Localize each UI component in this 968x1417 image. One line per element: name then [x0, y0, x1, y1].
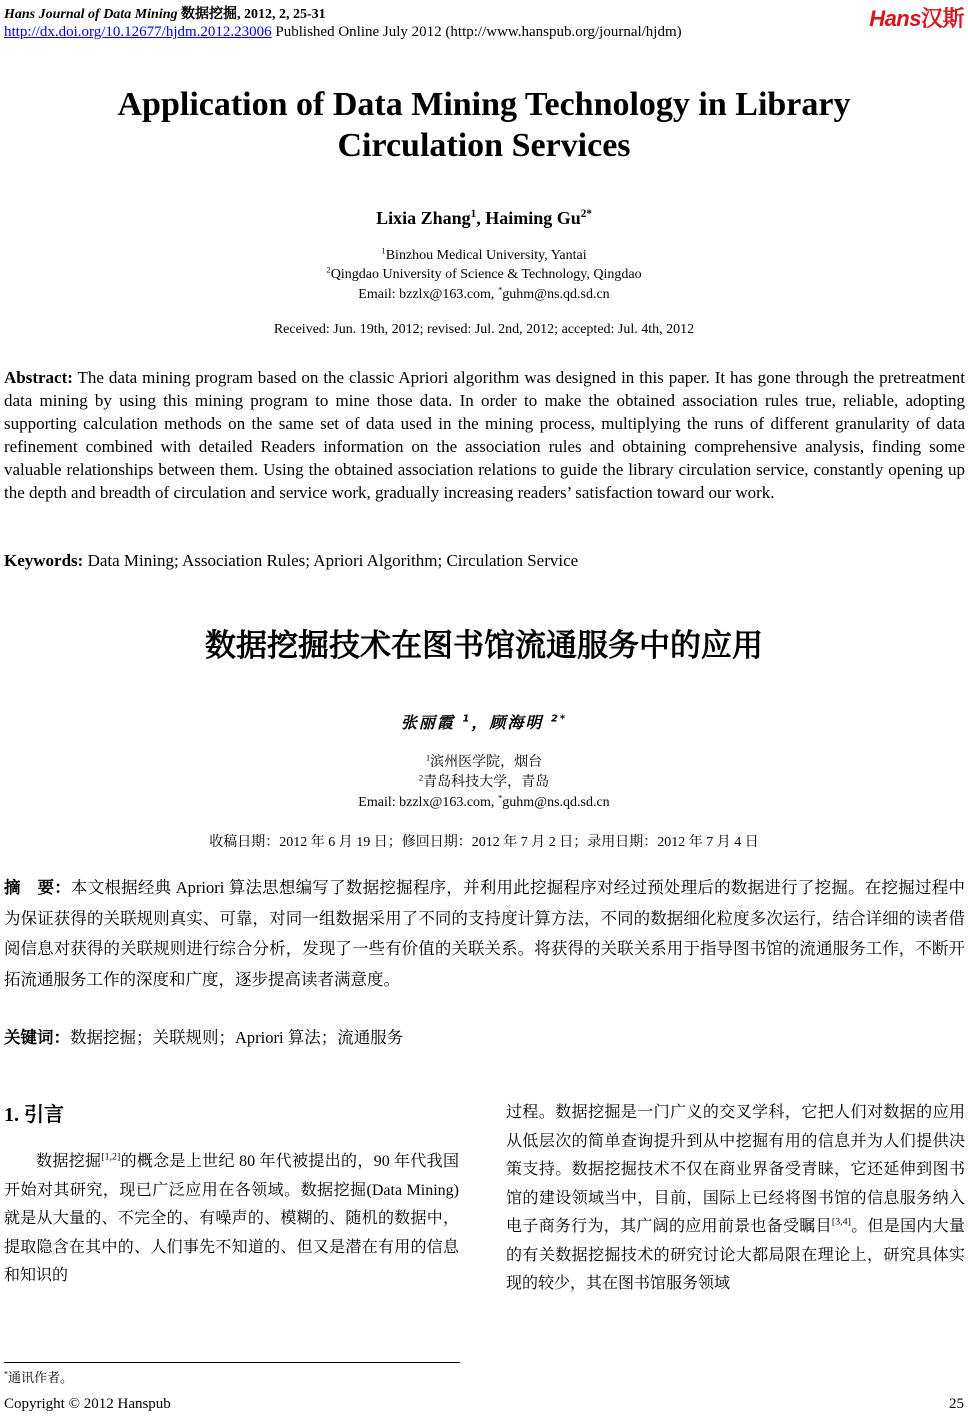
chinese-received-dates: 收稿日期：2012 年 6 月 19 日；修回日期：2012 年 7 月 2 日；录用日期：2012 年 7 月 4 日: [209, 835, 759, 850]
hanspub-logo: [869, 2, 964, 33]
journal-volume: 数据挖掘, 2012, 2, 25-31: [181, 7, 326, 22]
citation: [1,2]: [101, 1151, 121, 1163]
english-affiliation-2: $^2$Qingdao University of Science & Technology, Qingdao: [326, 264, 642, 282]
author-affil-mark: 2*: [580, 208, 592, 220]
chinese-abstract: [4, 873, 965, 995]
journal-header: [4, 3, 326, 23]
english-email: Email: bzzlx@163.com, *guhm@ns.qd.sd.cn: [358, 284, 610, 302]
footnote: *通讯作者。: [4, 1369, 74, 1385]
english-affiliation-1: $^1$Binzhou Medical University, Yantai: [381, 245, 587, 263]
keywords-label: Keywords:: [4, 551, 84, 570]
abstract-text: 本文根据经典 Apriori 算法思想编写了数据挖掘程序，并利用此挖掘程序对经过预处理后的数据进行了挖掘。在挖掘过程中为保证获得的关联规则真实、可靠，对同一组数据采用了不同的支持度计算方法，不同的数据细化粒度多次运行，结合详细的读者借阅信息对获得的关联规则进行综合分析，发现了一些有价值的关联关系。将获得的关联关系用于指导图书馆的流通服务工作，不断开拓流通服务工作的深度和广度，逐步提高读者满意度。: [4, 878, 966, 989]
author-affil-mark: 1: [470, 208, 477, 220]
english-received-dates: Received: Jun. 19th, 2012; revised: Jul. 2nd, 2012; accepted: Jul. 4th, 2012: [273, 322, 695, 337]
abstract-text: The data mining program based on the classic Apriori algorithm was designed in this paper. It has gone through the pretreatment data mining by using this mining program to mine those data. In order to make the obtained association rules true, reliable, adopting supporting calculation methods on the same set of data used in the mining process, multiplying the runs of different granularity of data refinement combined with detailed Readers information on the association rules and obtaining comprehensive analysis, finding some valuable relationships between them. Using the obtained association relations to guide the library circulation service, constantly opening up the depth and breadth of circulation and service work, gradually increasing readers’ satisfaction toward our work.: [4, 368, 965, 502]
page-number: 25: [949, 1396, 964, 1412]
english-abstract: [4, 366, 965, 504]
footnote-divider: [4, 1362, 460, 1363]
chinese-title: 数据挖掘技术在图书馆流通服务中的应用: [205, 628, 763, 664]
logo-text-en: Hans: [869, 6, 921, 31]
doi-line: [4, 24, 682, 41]
abstract-label: 摘 要：: [4, 878, 71, 897]
keywords-text: 数据挖掘；关联规则；Apriori 算法；流通服务: [70, 1028, 404, 1047]
journal-name: Hans Journal of Data Mining: [4, 7, 178, 22]
citation: [3,4]: [831, 1216, 851, 1228]
english-title-line2: Circulation Services: [337, 127, 631, 164]
doi-link[interactable]: http://dx.doi.org/10.12677/hjdm.2012.23006: [4, 24, 272, 40]
chinese-affiliation-2: $^2$青岛科技大学，青岛: [418, 772, 550, 790]
author-name: Lixia Zhang: [376, 208, 471, 228]
copyright: Copyright © 2012 Hanspub: [4, 1396, 171, 1412]
body-column-right: 过程。数据挖掘是一门广义的交叉学科，它把人们对数据的应用从低层次的简单查询提升到从中挖掘有用的信息并为人们提供决策支持。数据挖掘技术不仅在商业界备受青睐，它还延伸到图书馆的建设领域当中，目前，国际上已经将图书馆的信息服务纳入电子商务行为，其广阔的应用前景也备受瞩目[3,4]。但是国内大量的有关数据挖掘技术的研究讨论大都局限在理论上，研究具体实现的较少，其在图书馆服务领域: [506, 1104, 965, 1292]
chinese-keywords: [4, 1023, 965, 1054]
keywords-label: 关键词：: [4, 1028, 70, 1047]
chinese-email: Email: bzzlx@163.com, *guhm@ns.qd.sd.cn: [358, 792, 610, 810]
keywords-text: Data Mining; Association Rules; Apriori Algorithm; Circulation Service: [87, 551, 579, 570]
chinese-affiliation-1: $^1$滨州医学院，烟台: [425, 752, 543, 770]
english-title-line1: Application of Data Mining Technology in Library: [117, 86, 851, 123]
logo-text-cn: 汉斯: [920, 6, 964, 31]
english-title: [0, 84, 968, 166]
abstract-label: Abstract:: [4, 368, 73, 387]
author-name: Haiming Gu: [485, 208, 581, 228]
body-column-left: 数据挖掘[1,2]的概念是上世纪 80 年代被提出的，90 年代我国开始对其研究，现已广泛应用在各领域。数据挖掘(Data Mining)就是从大量的、不完全的、有噪声的、模糊的、随机的数据中，提取隐含在其中的、人们事先不知道的、但又是潜在有用的信息和知识的: [4, 1151, 459, 1284]
english-keywords: [4, 549, 965, 572]
chinese-authors: 张丽霞 $^1$，顾海明 $^{2*}$: [400, 713, 568, 732]
english-authors: Lixia Zhang$^1$, Haiming $Gu^{2*}$: [376, 208, 592, 228]
section-heading: 1. 引言: [4, 1104, 64, 1126]
published-note: Published Online July 2012 (http://www.hanspub.org/journal/hjdm): [275, 24, 682, 40]
